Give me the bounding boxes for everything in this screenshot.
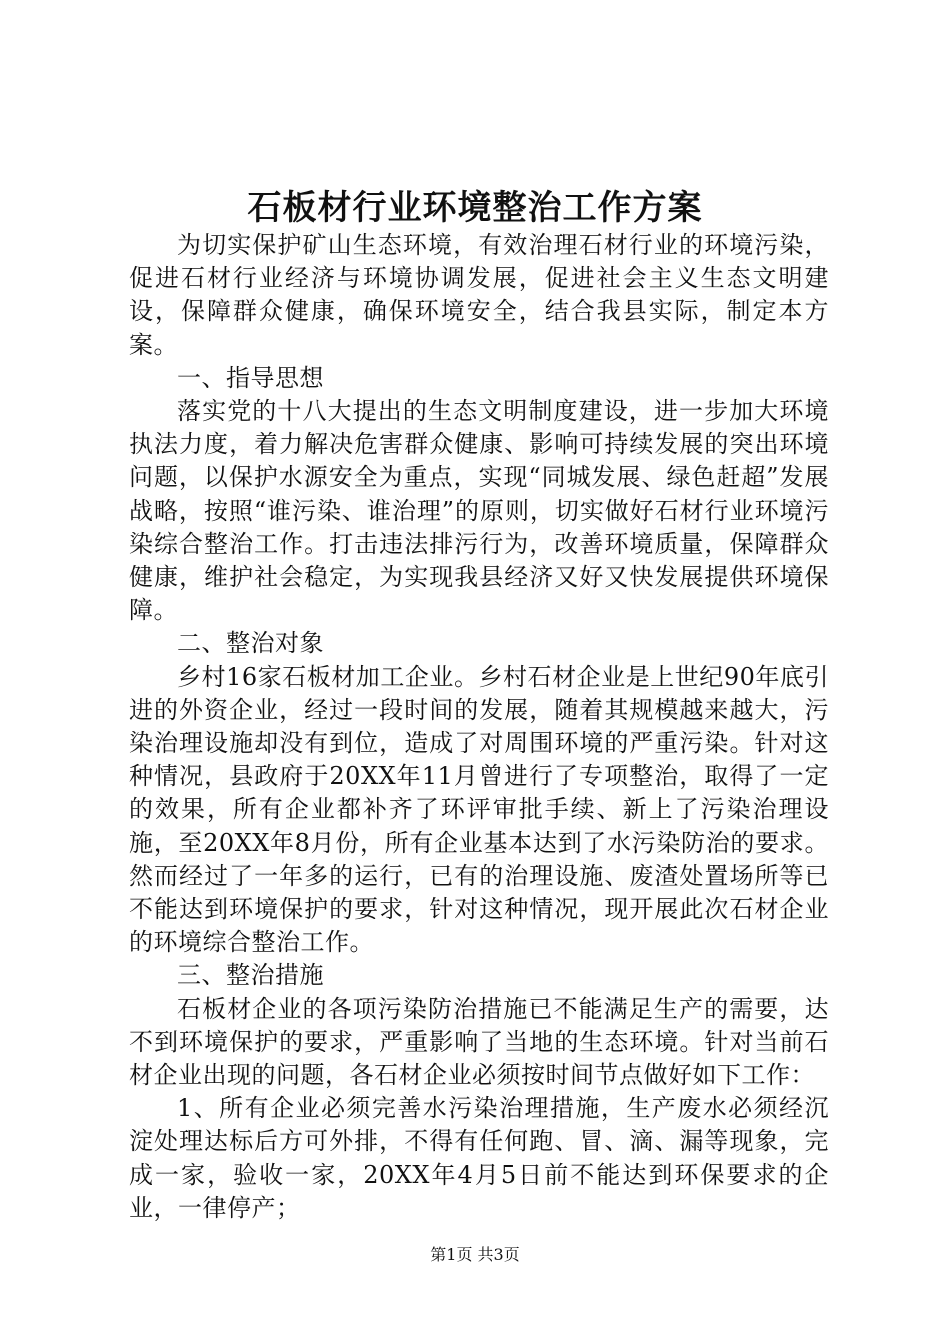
section-heading-guiding-ideology: 一、指导思想 [177, 363, 324, 392]
section-heading-measures: 三、整治措施 [177, 961, 324, 990]
intro-paragraph: 为切实保护矿山生态环境，有效治理石材行业的环境污染，促进石材行业经济与环境协调发展，促进社会主义生态文明建设，保障群众健康，确保环境安全，结合我县实际，制定本方案。 [129, 231, 829, 359]
section-heading-targets: 二、整治对象 [177, 629, 324, 658]
page-number-footer: 第1页 共3页 [430, 1245, 520, 1264]
section-paragraph-guiding-ideology: 落实党的十八大提出的生态文明制度建设，进一步加大环境执法力度，着力解决危害群众健康、影响可持续发展的突出环境问题，以保护水源安全为重点，实现“同城发展、绿色赶超”发展战略，按照“谁污染、谁治理”的原则，切实做好石材行业环境污染综合整治工作。打击违法排污行为，改善环境质量，保障群众健康，维护社会稳定，为实现我县经济又好又快发展提供环境保障。 [129, 397, 829, 625]
document-body [129, 229, 829, 1225]
document-title: 石板材行业环境整治工作方案 [247, 188, 703, 228]
section-paragraph-measures: 石板材企业的各项污染防治措施已不能满足生产的需要，达不到环境保护的要求，严重影响了当地的生态环境。针对当前石材企业出现的问题，各石材企业必须按时间节点做好如下工作： [129, 994, 829, 1090]
section-paragraph-targets: 乡村16家石板材加工企业。乡村石材企业是上世纪90年底引进的外资企业，经过一段时间的发展，随着其规模越来越大，污染治理设施却没有到位，造成了对周围环境的严重污染。针对这种情况，县政府于20XX年11月曾进行了专项整治，取得了一定的效果，所有企业都补齐了环评审批手续、新上了污染治理设施，至20XX年8月份，所有企业基本达到了水污染防治的要求。然而经过了一年多的运行，已有的治理设施、废渣处置场所等已不能达到环境保护的要求，针对这种情况，现开展此次石材企业的环境综合整治工作。 [129, 662, 829, 957]
measure-item-1: 1、所有企业必须完善水污染治理措施，生产废水必须经沉淀处理达标后方可外排，不得有任何跑、冒、滴、漏等现象，完成一家，验收一家，20XX年4月5日前不能达到环保要求的企业，一律停产； [129, 1094, 829, 1222]
